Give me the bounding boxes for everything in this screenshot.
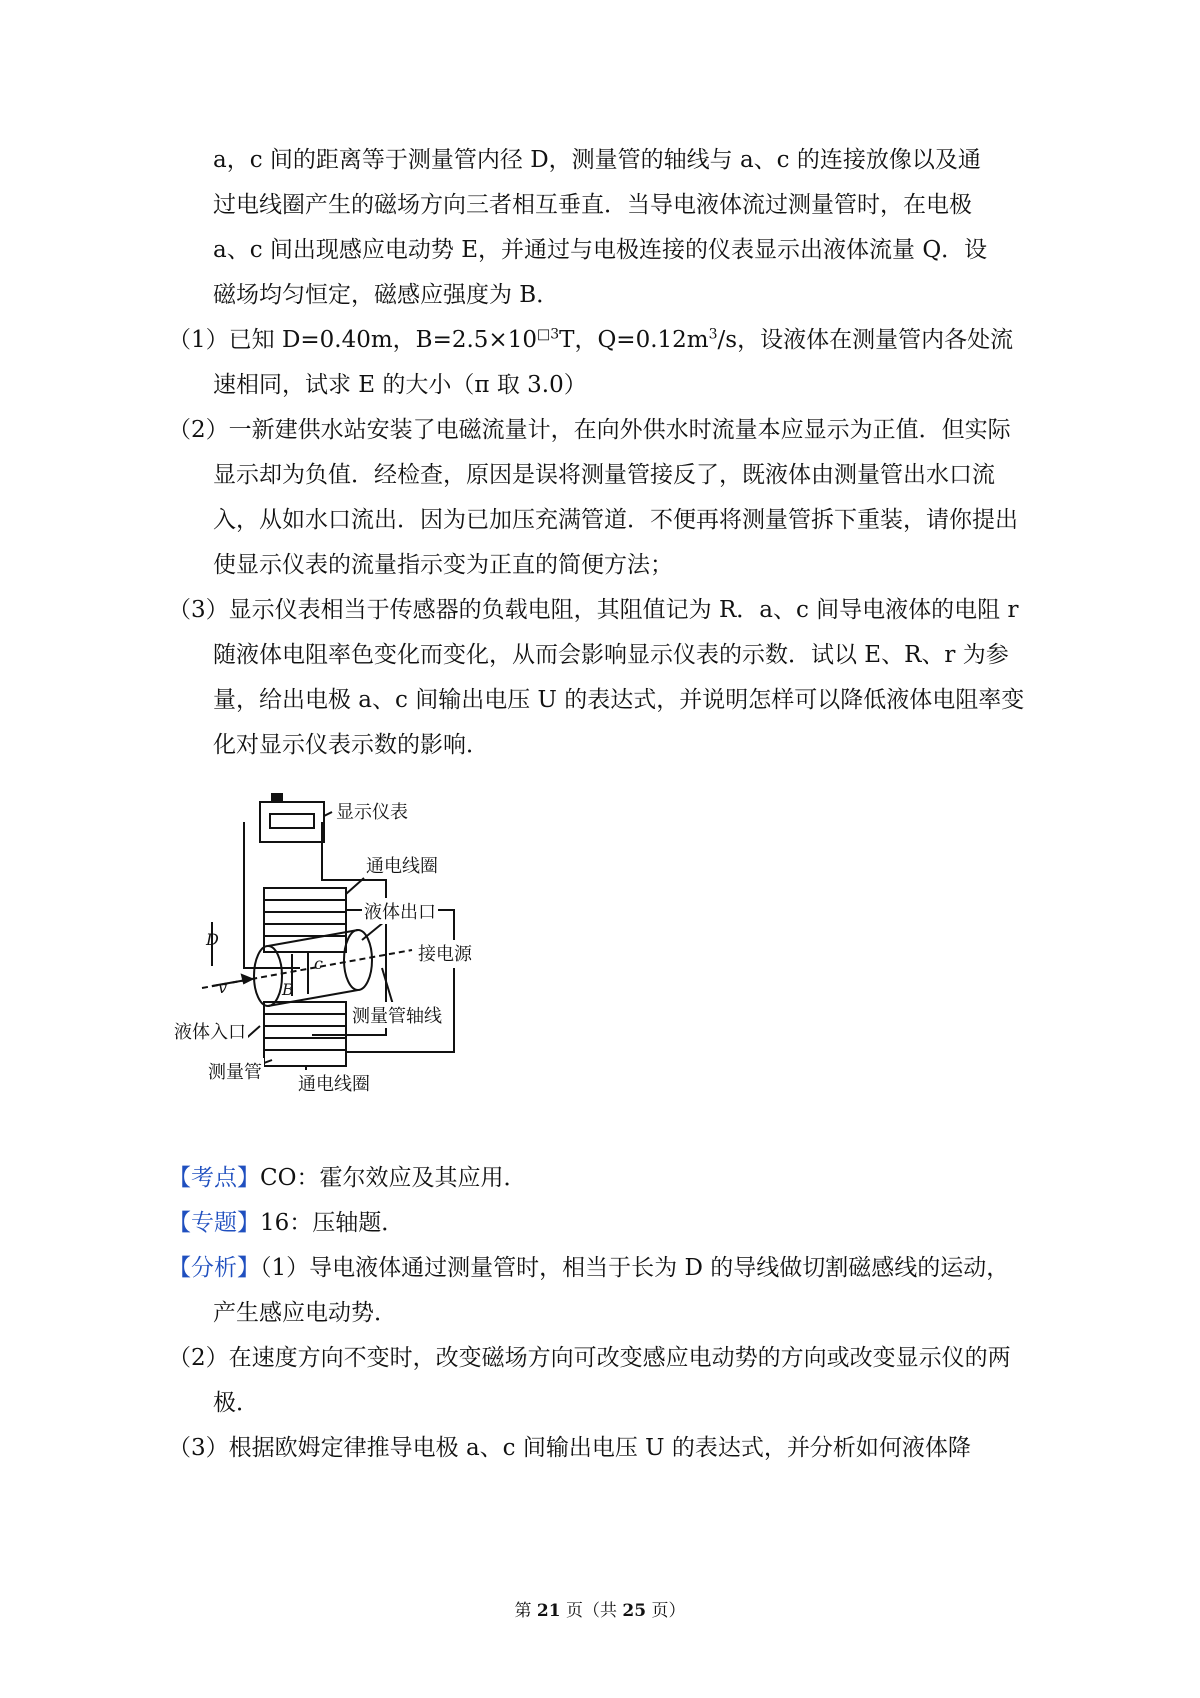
label-diameter-D: D	[206, 930, 219, 949]
flowmeter-diagram	[172, 790, 482, 1095]
kaodian-tag: 【考点】	[168, 1165, 260, 1191]
label-display-meter: 显示仪表	[334, 798, 410, 824]
fenxi-line-3: （3）根据欧姆定律推导电极 a、c 间输出电压 U 的表达式，并分析如何液体降	[168, 1435, 971, 1461]
display-meter-terminal	[272, 794, 282, 802]
question-1-exponent: □3	[536, 326, 560, 343]
zhuanti-tag: 【专题】	[168, 1210, 260, 1236]
problem-intro-line-4: 磁场均匀恒定，磁感应强度为 B．	[213, 282, 560, 308]
top-coil	[264, 888, 346, 952]
question-1-part-a: （1）已知 D=0.40m，B=2.5×10	[168, 327, 537, 353]
label-bottom-coil: 通电线圈	[296, 1070, 372, 1096]
footer-prefix: 第	[514, 1601, 537, 1621]
zhuanti-line	[168, 1201, 1028, 1246]
tube-inlet-end	[254, 946, 282, 1006]
footer-middle: 页（共	[560, 1601, 623, 1621]
problem-intro-line-2: 过电线圈产生的磁场方向三者相互垂直．当导电液体流过测量管时，在电极	[213, 192, 972, 218]
label-inlet: 液体入口	[172, 1018, 248, 1044]
tube-outlet-end	[344, 930, 372, 990]
footer-total-pages: 25	[622, 1601, 647, 1621]
question-1	[168, 318, 1028, 408]
label-power: 接电源	[416, 940, 474, 966]
label-electrode-c: c	[314, 954, 323, 973]
analysis-section	[168, 1156, 1028, 1471]
kaodian-line	[168, 1156, 1028, 1201]
problem-intro-line-1: a，c 间的距离等于测量管内径 D，测量管的轴线与 a、c 的连接放像以及通	[213, 147, 981, 173]
question-2: （2）一新建供水站安装了电磁流量计，在向外供水时流量本应显示为正值．但实际显示却为负值．经检查，原因是误将测量管接反了，既液体由测量管出水口流入，从如水口流出．因为已加压充满管道．不便再将测量管拆下重装，请你提出使显示仪表的流量指示变为正直的简便方法；	[168, 417, 1018, 578]
kaodian-text: CO：霍尔效应及其应用．	[260, 1165, 527, 1191]
label-field-B: B	[282, 980, 294, 999]
label-velocity-v: v	[218, 978, 228, 997]
fenxi-line-1	[168, 1246, 1028, 1336]
question-3: （3）显示仪表相当于传感器的负载电阻，其阻值记为 R．a、c 间导电液体的电阻 r 随液体电阻率色变化而变化，从而会影响显示仪表的示数．试以 E、R、r 为参量，给出电极 a、c 间输出电压 U 的表达式，并说明怎样可以降低液体电阻率变化对显示仪表示数的影响．	[168, 597, 1025, 758]
question-1-exponent-2: 3	[708, 326, 718, 343]
fenxi-tag: 【分析】	[168, 1255, 260, 1281]
label-outlet: 液体出口	[362, 898, 438, 924]
label-tube-axis: 测量管轴线	[350, 1002, 444, 1028]
label-tube: 测量管	[206, 1058, 264, 1084]
question-1-part-c: /s，设液体在测量管内各处流速相同，试求 E 的大小（π 取 3.0）	[213, 327, 1014, 398]
zhuanti-text: 16：压轴题．	[260, 1210, 405, 1236]
footer-page-number: 21	[536, 1601, 561, 1621]
problem-intro-line-3: a、c 间出现感应电动势 E，并通过与电极连接的仪表显示出液体流量 Q．设	[213, 237, 988, 263]
display-meter-window	[270, 814, 314, 828]
fenxi-line-2: （2）在速度方向不变时，改变磁场方向可改变感应电动势的方向或改变显示仪的两极．	[168, 1345, 1011, 1416]
fenxi-text-1: （1）导电液体通过测量管时，相当于长为 D 的导线做切割磁感线的运动，产生感应电动势．	[213, 1255, 1010, 1326]
page-footer	[0, 1596, 1200, 1621]
page-content	[168, 138, 1028, 1471]
question-1-part-b: T，Q=0.12m	[559, 327, 709, 353]
label-top-coil: 通电线圈	[364, 852, 440, 878]
footer-suffix: 页）	[646, 1601, 686, 1621]
